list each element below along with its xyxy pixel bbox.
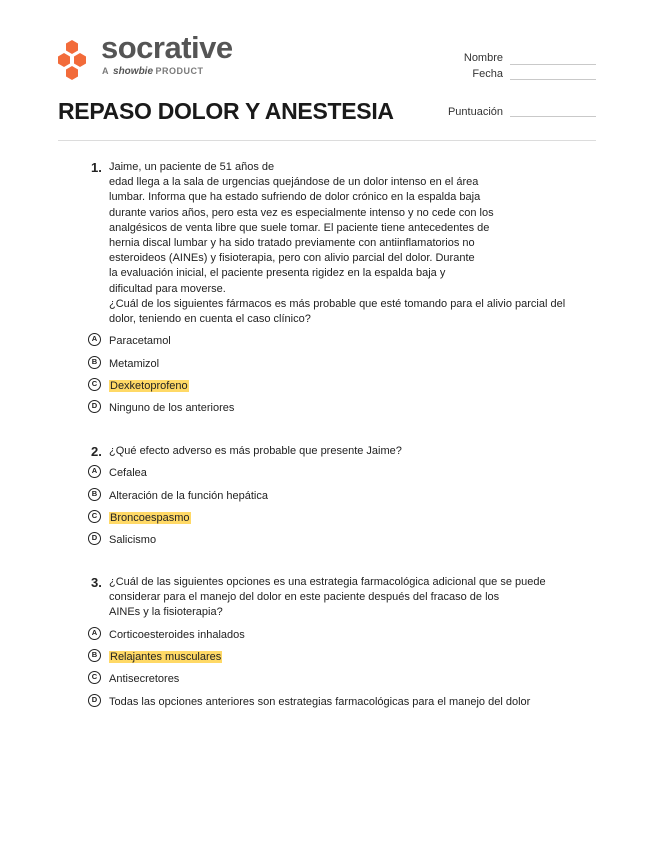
- option-bubble-icon[interactable]: C: [88, 510, 101, 523]
- question-text: Jaime, un paciente de 51 años de edad llega a la sala de urgencias quejándose de un dolor intenso en el área lumbar. Informa que ha estado sufriendo de dolor crónico en la espalda baja durante varios años, pero esta vez es especialmente intenso y no cede con los analgésicos de venta libre que suele tomar. El paciente tiene antecedentes de hernia discal lumbar y ha sido tratado previamente con antiinflamatorios no esteroideos (AINEs) y fisioterapia, pero con alivio parcial del dolor. Durante la evaluación inicial, el paciente presenta rigidez en la espalda baja y dificultad para moverse. ¿Cuál de los siguientes fármacos es más probable que esté tomando para el alivio parcial del dolor, teniendo en cuenta el caso clínico?: [109, 161, 566, 326]
- answer-option[interactable]: [88, 463, 588, 485]
- option-text: Corticoesteroides inhalados: [109, 628, 245, 641]
- date-field[interactable]: [510, 79, 596, 80]
- option-text: Salicismo: [109, 534, 157, 547]
- question-number: 2.: [91, 444, 102, 459]
- brand-name: socrative: [101, 30, 233, 65]
- option-text: Relajantes musculares: [110, 651, 222, 663]
- option-text: Antisecretores: [109, 673, 180, 686]
- answer-option[interactable]: [88, 692, 588, 714]
- option-bubble-icon[interactable]: A: [88, 333, 101, 346]
- answer-option[interactable]: [88, 331, 588, 353]
- page-title: REPASO DOLOR Y ANESTESIA: [58, 98, 394, 124]
- score-field[interactable]: [510, 116, 596, 117]
- answer-option[interactable]: [88, 398, 588, 420]
- question-text: ¿Qué efecto adverso es más probable que presente Jaime?: [109, 445, 402, 457]
- header-divider: [58, 140, 596, 141]
- option-bubble-icon[interactable]: B: [88, 488, 101, 501]
- option-text: Paracetamol: [109, 335, 171, 348]
- option-bubble-icon[interactable]: A: [88, 465, 101, 478]
- question-1: [88, 160, 588, 421]
- option-text: Broncoespasmo: [110, 511, 190, 524]
- option-text: Ninguno de los anteriores: [109, 402, 235, 415]
- socrative-logo: [57, 30, 257, 84]
- answer-option[interactable]: [88, 354, 588, 376]
- option-bubble-icon[interactable]: C: [88, 378, 101, 391]
- option-text: Todas las opciones anteriores son estrategias farmacológicas para el manejo del dolor: [109, 695, 531, 708]
- answer-option[interactable]: [88, 530, 588, 552]
- question-number: 1.: [91, 160, 102, 175]
- option-text: Cefalea: [109, 467, 147, 480]
- option-bubble-icon[interactable]: C: [88, 671, 101, 684]
- date-label: Fecha: [472, 68, 503, 80]
- answer-option-correct[interactable]: [88, 508, 588, 530]
- hexagon-cluster-icon: [57, 38, 93, 80]
- answer-option[interactable]: [88, 486, 588, 508]
- answer-option-correct[interactable]: [88, 376, 588, 398]
- option-bubble-icon[interactable]: B: [88, 356, 101, 369]
- option-text: Dexketoprofeno: [110, 380, 188, 393]
- answer-option[interactable]: [88, 669, 588, 691]
- option-text: Alteración de la función hepática: [109, 489, 268, 502]
- option-bubble-icon[interactable]: B: [88, 649, 101, 662]
- option-bubble-icon[interactable]: D: [88, 532, 101, 545]
- option-bubble-icon[interactable]: A: [88, 627, 101, 640]
- question-2: [88, 444, 588, 553]
- score-label: Puntuación: [447, 106, 503, 118]
- name-field[interactable]: [510, 64, 596, 65]
- name-label: Nombre: [463, 52, 503, 64]
- question-number: 3.: [91, 575, 102, 590]
- option-text: Metamizol: [109, 357, 160, 370]
- answer-option-correct[interactable]: [88, 647, 588, 669]
- question-3: [88, 575, 588, 714]
- option-bubble-icon[interactable]: D: [88, 400, 101, 413]
- question-text: ¿Cuál de las siguientes opciones es una estrategia farmacológica adicional que se puede considerar para el manejo del dolor en este paciente después del fracaso de los AINEs y la fisioterapia?: [109, 576, 546, 619]
- option-bubble-icon[interactable]: D: [88, 694, 101, 707]
- brand-tagline: A showbie PRODUCT: [102, 66, 204, 77]
- answer-option[interactable]: [88, 625, 588, 647]
